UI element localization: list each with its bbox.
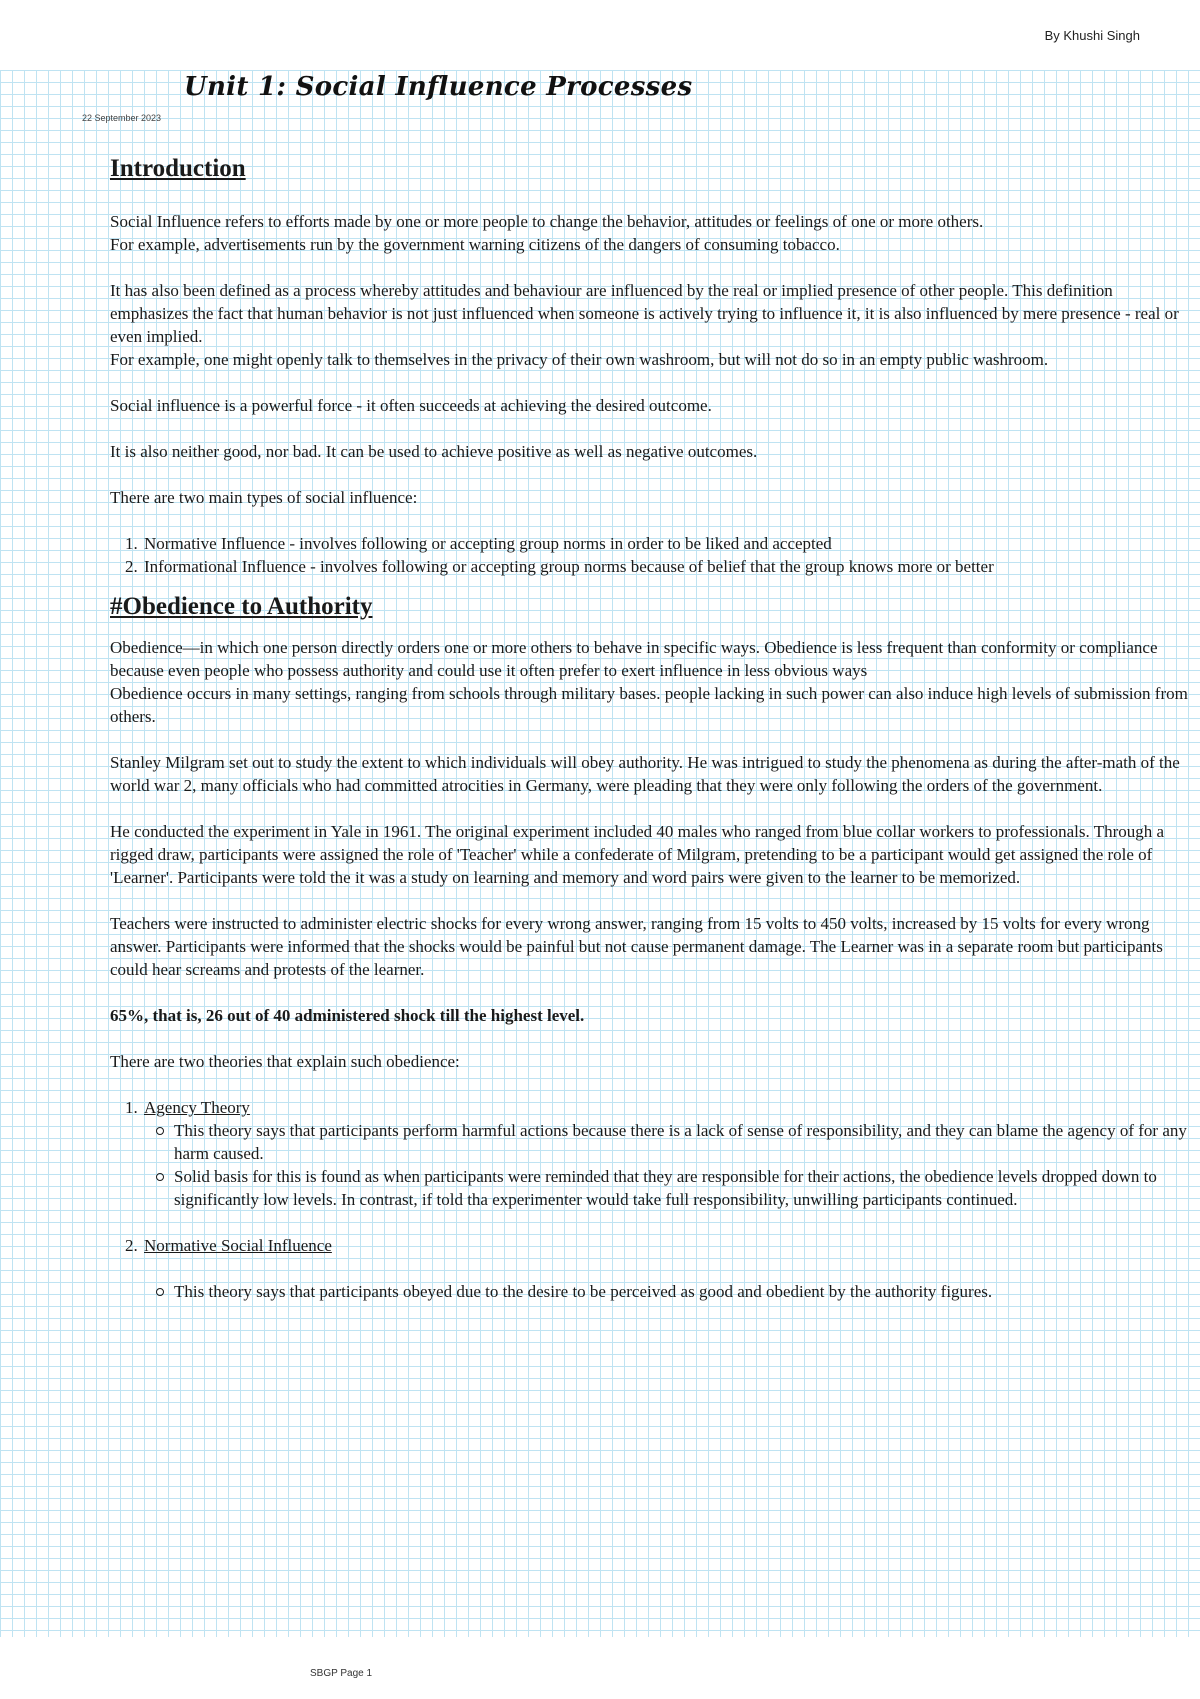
theories-list <box>110 1096 1190 1303</box>
theory-points <box>144 1119 1190 1211</box>
list-item: 2. Informational Influence - involves following or accepting group norms because of belief that the group knows more or better <box>142 555 1190 578</box>
note-content <box>110 150 1190 1315</box>
intro-definition-2: It has also been defined as a process whereby attitudes and behaviour are influenced by the real or implied presence of other people. This definition emphasizes the fact that human behavior is not just influenced when someone is actively trying to influence it, it is also influenced by mere presence - real or even implied. <box>110 281 1179 346</box>
intro-paragraph: Social influence is a powerful force - it often succeeds at achieving the desired outcome. <box>110 396 712 415</box>
intro-heading: Introduction <box>110 155 246 182</box>
page-title: Unit 1: Social Influence Processes <box>184 72 693 102</box>
obedience-paragraph: He conducted the experiment in Yale in 1961. The original experiment included 40 males who ranged from blue collar workers to professionals. Through a rigged draw, participants were assigned the role of 'Teacher' while a confederate of Milgram, pretending to be a participant would get assigned the role of 'Learner'. Participants were told the it was a study on learning and memory and word pairs were given to the learner to be memorized. <box>110 822 1165 887</box>
influence-types-list <box>110 532 1190 578</box>
list-item: 1. Normative Influence - involves following or accepting group norms in order to be liked and accepted <box>142 532 1190 555</box>
theory-name: Normative Social Influence <box>144 1236 332 1255</box>
list-item <box>142 1096 1190 1211</box>
obedience-definition: Obedience—in which one person directly orders one or more others to behave in specific ways. Obedience is less frequent than conformity or compliance because even people who possess authority and could use it often prefer to exert influence in less obvious ways <box>110 638 1158 680</box>
intro-paragraph <box>110 210 1190 256</box>
page-footer: SBGP Page 1 <box>310 1668 373 1679</box>
list-item <box>142 1234 1190 1303</box>
obedience-heading: #Obedience to Authority <box>110 593 373 620</box>
intro-definition: Social Influence refers to efforts made by one or more people to change the behavior, attitudes or feelings of one or more others. <box>110 212 984 231</box>
list-item: This theory says that participants obeyed due to the desire to be perceived as good and obedient by the authority figures. <box>172 1280 1190 1303</box>
theory-points <box>144 1280 1190 1303</box>
list-item: Solid basis for this is found as when participants were reminded that they are responsible for their actions, the obedience levels dropped down to significantly low levels. In contrast, if told tha experimenter would take full responsibility, unwilling participants continued. <box>172 1165 1190 1211</box>
theory-name: Agency Theory <box>144 1098 250 1117</box>
intro-example: For example, advertisements run by the government warning citizens of the dangers of consuming tobacco. <box>110 235 840 254</box>
author-label: By Khushi Singh <box>1044 28 1140 43</box>
obedience-paragraph: There are two theories that explain such obedience: <box>110 1052 460 1071</box>
list-item: This theory says that participants perform harmful actions because there is a lack of sense of responsibility, and they can blame the agency of for any harm caused. <box>172 1119 1190 1165</box>
page-date: 22 September 2023 <box>82 113 162 123</box>
obedience-settings: Obedience occurs in many settings, ranging from schools through military bases. people lacking in such power can also induce high levels of submission from others. <box>110 684 1188 726</box>
intro-paragraph <box>110 279 1190 371</box>
intro-paragraph: There are two main types of social influence: <box>110 488 418 507</box>
experiment-result: 65%, that is, 26 out of 40 administered shock till the highest level. <box>110 1006 585 1025</box>
intro-example-2: For example, one might openly talk to themselves in the privacy of their own washroom, but will not do so in an empty public washroom. <box>110 350 1049 369</box>
intro-paragraph: It is also neither good, nor bad. It can be used to achieve positive as well as negative outcomes. <box>110 442 758 461</box>
obedience-paragraph: Stanley Milgram set out to study the extent to which individuals will obey authority. He was intrigued to study the phenomena as during the after-math of the world war 2, many officials who had committed atrocities in Germany, were pleading that they were only following the orders of the government. <box>110 753 1180 795</box>
obedience-paragraph: Teachers were instructed to administer electric shocks for every wrong answer, ranging from 15 volts to 450 volts, increased by 15 volts for every wrong answer. Participants were informed that the shocks would be painful but not cause permanent damage. The Learner was in a separate room but participants could hear screams and protests of the learner. <box>110 914 1163 979</box>
obedience-paragraph <box>110 636 1190 728</box>
